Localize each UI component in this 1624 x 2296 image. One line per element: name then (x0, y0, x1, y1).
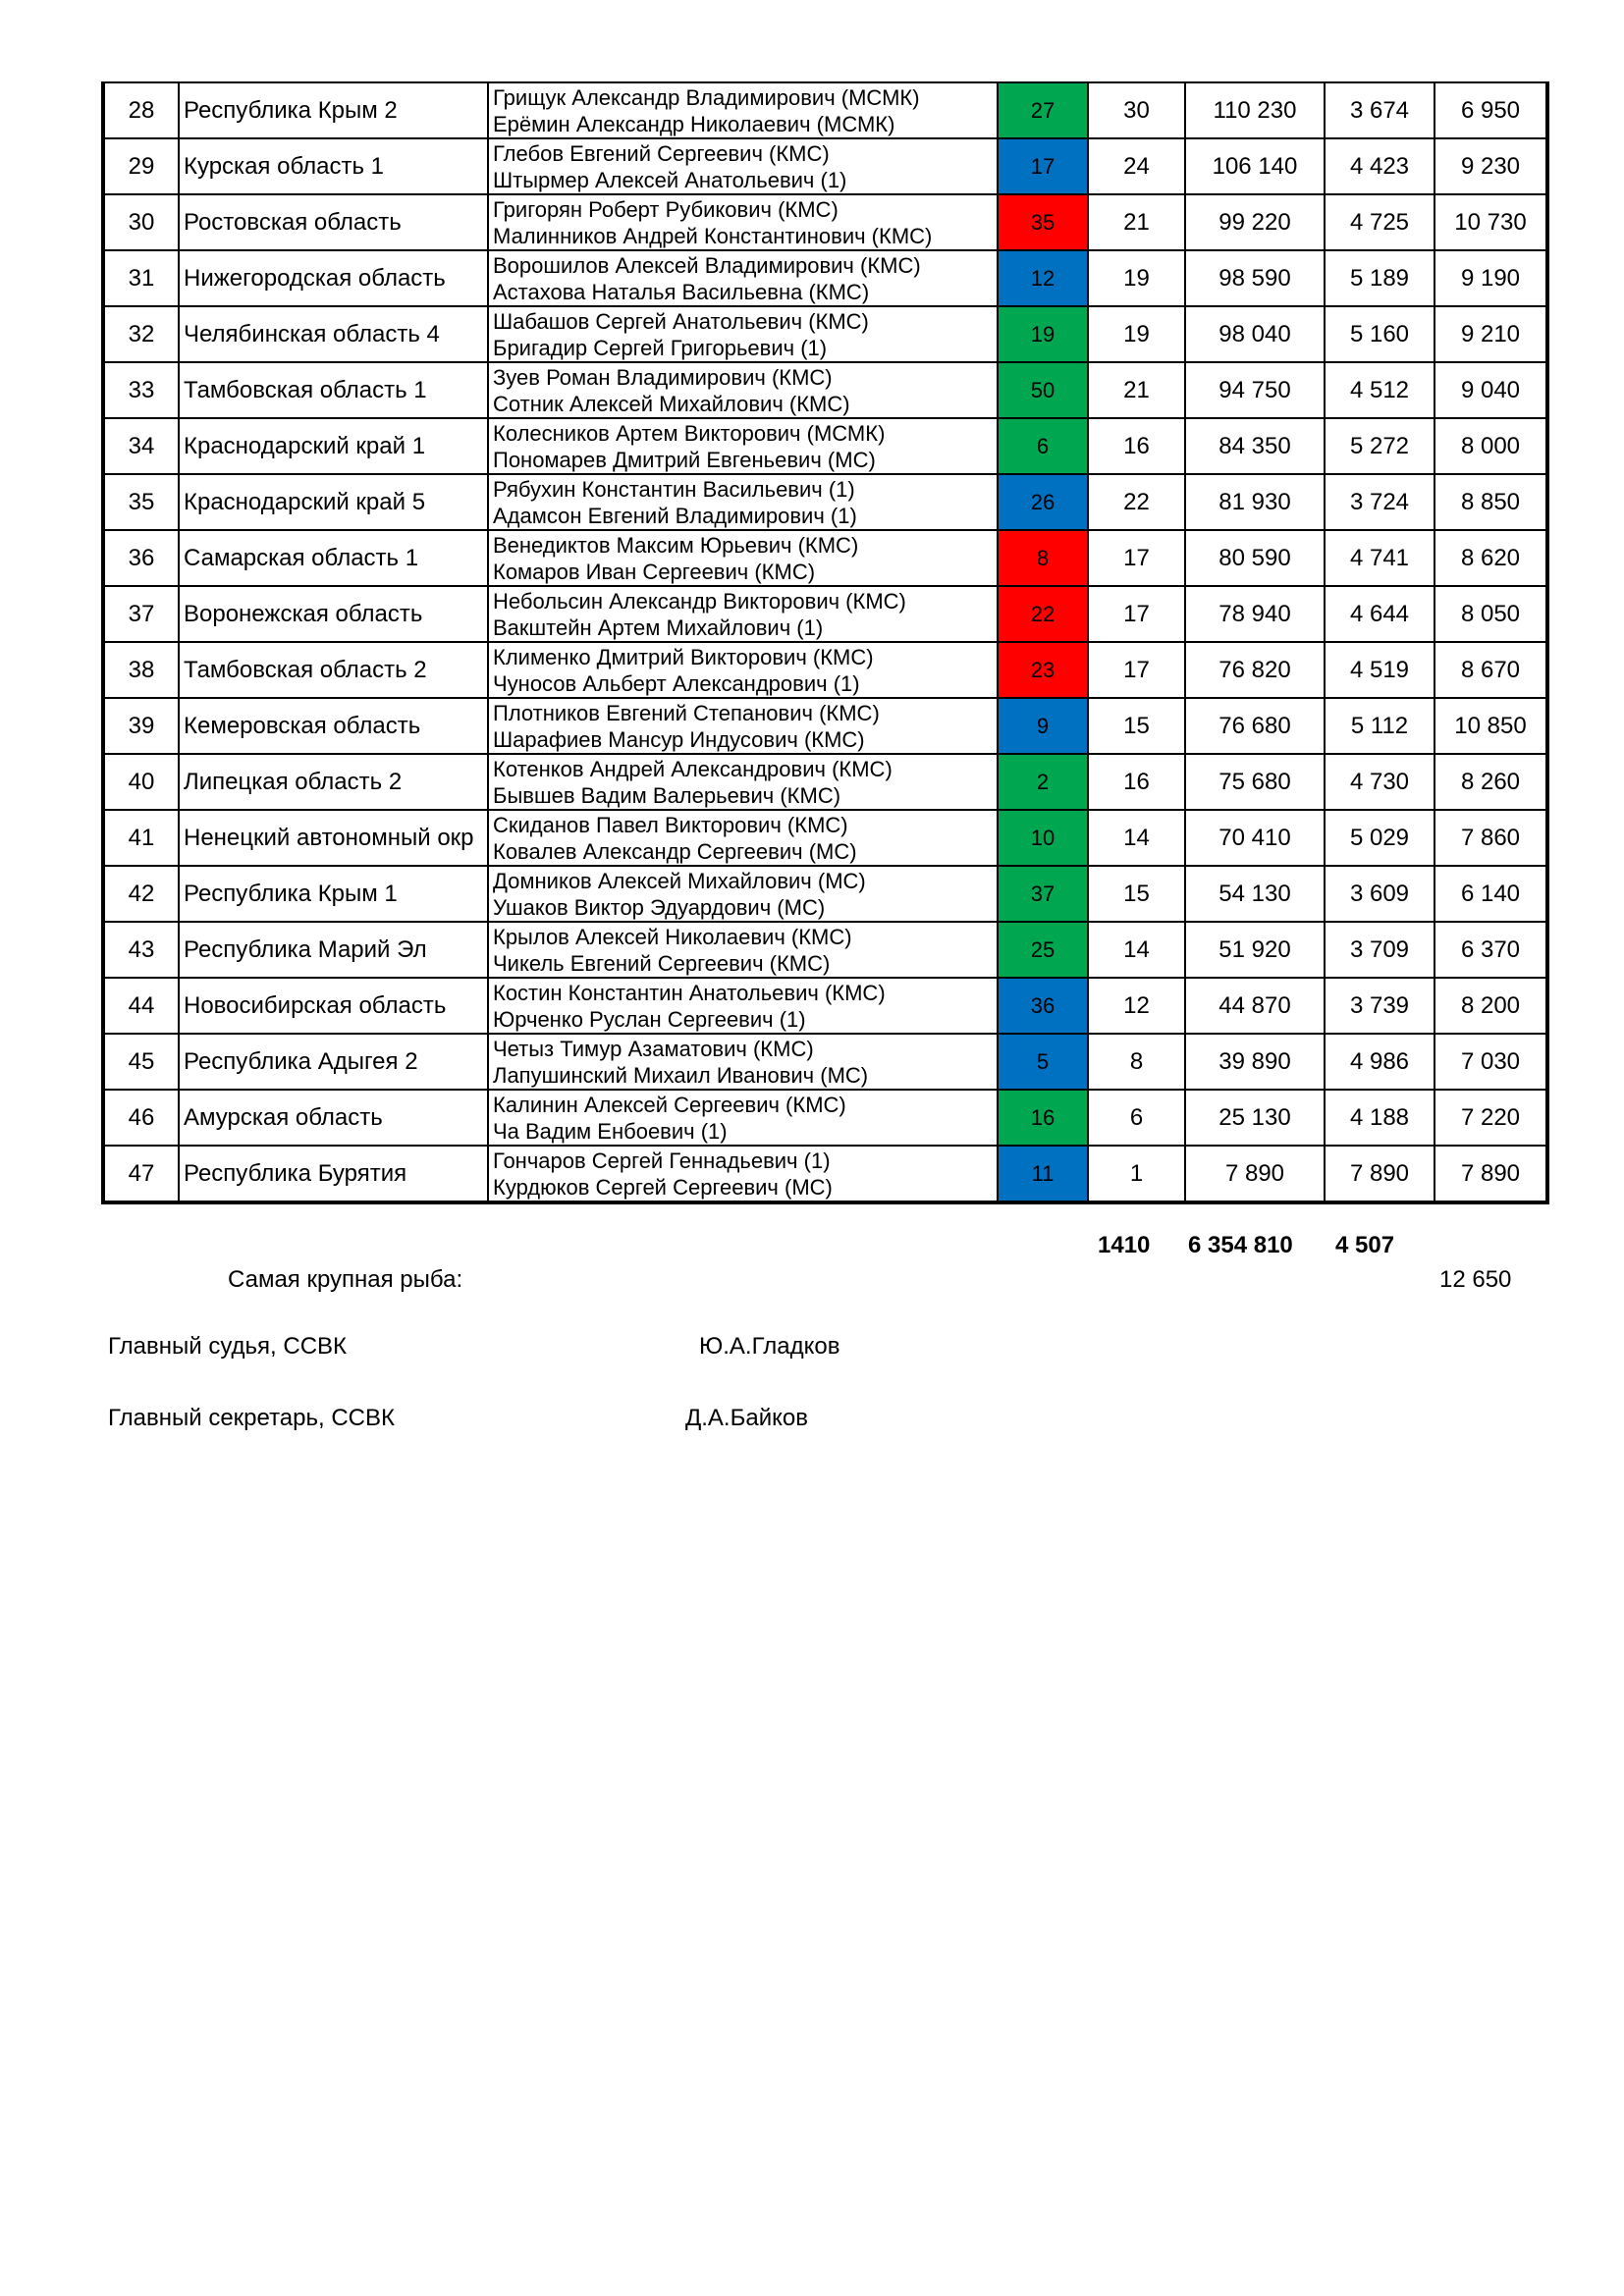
sector-cell: 22 (998, 586, 1088, 642)
fish-count-cell: 16 (1088, 418, 1185, 474)
place-cell: 34 (103, 418, 179, 474)
biggest-fish-cell: 7 030 (1435, 1034, 1547, 1090)
totals-fish: 1410 (1098, 1232, 1151, 1258)
table-row (103, 418, 1547, 474)
total-weight-cell: 81 930 (1185, 474, 1325, 530)
average-weight-cell: 4 519 (1325, 642, 1435, 698)
biggest-fish-cell: 10 730 (1435, 194, 1547, 250)
member-name: Юрченко Руслан Сергеевич (1) (493, 1006, 806, 1032)
members-cell (488, 418, 998, 474)
total-weight-cell: 76 820 (1185, 642, 1325, 698)
fish-count-cell: 19 (1088, 250, 1185, 306)
member-name: Курдюков Сергей Сергеевич (МС) (493, 1174, 833, 1200)
member-name: Калинин Алексей Сергеевич (КМС) (493, 1092, 846, 1117)
place-cell: 42 (103, 866, 179, 922)
average-weight-cell: 4 741 (1325, 530, 1435, 586)
table-row (103, 1034, 1547, 1090)
average-weight-cell: 5 272 (1325, 418, 1435, 474)
biggest-fish-cell: 9 230 (1435, 138, 1547, 194)
table-row (103, 586, 1547, 642)
place-cell: 44 (103, 978, 179, 1034)
member-name: Вакштейн Артем Михайлович (1) (493, 614, 824, 640)
fish-count-cell: 17 (1088, 642, 1185, 698)
total-weight-cell: 51 920 (1185, 922, 1325, 978)
member-name: Крылов Алексей Николаевич (КМС) (493, 924, 852, 949)
team-cell: Республика Адыгея 2 (179, 1034, 488, 1090)
member-name: Григорян Роберт Рубикович (КМС) (493, 196, 839, 222)
totals-weight: 6 354 810 (1188, 1232, 1293, 1258)
total-weight-cell: 84 350 (1185, 418, 1325, 474)
team-cell: Самарская область 1 (179, 530, 488, 586)
sector-cell: 17 (998, 138, 1088, 194)
biggest-fish-cell: 8 000 (1435, 418, 1547, 474)
table-row (103, 250, 1547, 306)
total-weight-cell: 80 590 (1185, 530, 1325, 586)
fish-count-cell: 14 (1088, 922, 1185, 978)
sector-cell: 26 (998, 474, 1088, 530)
table-row (103, 82, 1547, 138)
biggest-fish-cell: 6 370 (1435, 922, 1547, 978)
table-row (103, 978, 1547, 1034)
table-row (103, 474, 1547, 530)
member-name: Ерёмин Александр Николаевич (МСМК) (493, 111, 895, 136)
biggest-fish-cell: 9 210 (1435, 306, 1547, 362)
fish-count-cell: 21 (1088, 194, 1185, 250)
member-name: Венедиктов Максим Юрьевич (КМС) (493, 532, 859, 558)
fish-count-cell: 24 (1088, 138, 1185, 194)
members-cell (488, 1034, 998, 1090)
fish-count-cell: 8 (1088, 1034, 1185, 1090)
table-row (103, 194, 1547, 250)
results-table (101, 81, 1549, 1204)
total-weight-cell: 25 130 (1185, 1090, 1325, 1146)
member-name: Пономарев Дмитрий Евгеньевич (МС) (493, 447, 876, 472)
table-row (103, 138, 1547, 194)
total-weight-cell: 76 680 (1185, 698, 1325, 754)
members-cell (488, 642, 998, 698)
members-cell (488, 586, 998, 642)
member-name: Малинников Андрей Константинович (КМС) (493, 223, 933, 248)
members-cell (488, 138, 998, 194)
member-name: Клименко Дмитрий Викторович (КМС) (493, 644, 874, 669)
total-weight-cell: 94 750 (1185, 362, 1325, 418)
table-row (103, 866, 1547, 922)
biggest-fish-cell: 6 140 (1435, 866, 1547, 922)
average-weight-cell: 5 160 (1325, 306, 1435, 362)
biggest-fish-cell: 8 670 (1435, 642, 1547, 698)
average-weight-cell: 3 724 (1325, 474, 1435, 530)
table-row (103, 306, 1547, 362)
sector-cell: 25 (998, 922, 1088, 978)
members-cell (488, 194, 998, 250)
fish-count-cell: 16 (1088, 754, 1185, 810)
chief-judge-name: Ю.А.Гладков (699, 1333, 840, 1360)
average-weight-cell: 7 890 (1325, 1146, 1435, 1202)
table-row (103, 810, 1547, 866)
place-cell: 33 (103, 362, 179, 418)
fish-count-cell: 6 (1088, 1090, 1185, 1146)
average-weight-cell: 3 609 (1325, 866, 1435, 922)
sector-cell: 6 (998, 418, 1088, 474)
sector-cell: 10 (998, 810, 1088, 866)
total-weight-cell: 99 220 (1185, 194, 1325, 250)
total-weight-cell: 106 140 (1185, 138, 1325, 194)
members-cell (488, 250, 998, 306)
fish-count-cell: 19 (1088, 306, 1185, 362)
total-weight-cell: 70 410 (1185, 810, 1325, 866)
team-cell: Республика Крым 1 (179, 866, 488, 922)
biggest-fish-cell: 6 950 (1435, 82, 1547, 138)
team-cell: Кемеровская область (179, 698, 488, 754)
table-row (103, 922, 1547, 978)
members-cell (488, 810, 998, 866)
average-weight-cell: 4 188 (1325, 1090, 1435, 1146)
sector-cell: 35 (998, 194, 1088, 250)
sector-cell: 27 (998, 82, 1088, 138)
member-name: Зуев Роман Владимирович (КМС) (493, 364, 833, 390)
members-cell (488, 474, 998, 530)
fish-count-cell: 17 (1088, 586, 1185, 642)
member-name: Колесников Артем Викторович (МСМК) (493, 420, 886, 446)
team-cell: Новосибирская область (179, 978, 488, 1034)
average-weight-cell: 3 674 (1325, 82, 1435, 138)
place-cell: 32 (103, 306, 179, 362)
total-weight-cell: 98 590 (1185, 250, 1325, 306)
team-cell: Краснодарский край 1 (179, 418, 488, 474)
place-cell: 35 (103, 474, 179, 530)
totals-avg: 4 507 (1335, 1232, 1395, 1258)
members-cell (488, 922, 998, 978)
fish-count-cell: 22 (1088, 474, 1185, 530)
team-cell: Краснодарский край 5 (179, 474, 488, 530)
sector-cell: 11 (998, 1146, 1088, 1202)
average-weight-cell: 4 644 (1325, 586, 1435, 642)
table-row (103, 642, 1547, 698)
member-name: Штырмер Алексей Анатольевич (1) (493, 167, 847, 192)
average-weight-cell: 5 189 (1325, 250, 1435, 306)
place-cell: 29 (103, 138, 179, 194)
average-weight-cell: 5 029 (1325, 810, 1435, 866)
chief-judge-title: Главный судья, ССВК (108, 1333, 348, 1360)
biggest-fish-value: 12 650 (1439, 1266, 1512, 1293)
sector-cell: 8 (998, 530, 1088, 586)
team-cell: Челябинская область 4 (179, 306, 488, 362)
member-name: Чуносов Альберт Александрович (1) (493, 670, 860, 696)
biggest-fish-cell: 9 190 (1435, 250, 1547, 306)
member-name: Грищук Александр Владимирович (МСМК) (493, 84, 920, 110)
sector-cell: 37 (998, 866, 1088, 922)
fish-count-cell: 17 (1088, 530, 1185, 586)
biggest-fish-label: Самая крупная рыба: (228, 1266, 463, 1293)
member-name: Чикель Евгений Сергеевич (КМС) (493, 950, 831, 976)
average-weight-cell: 4 423 (1325, 138, 1435, 194)
average-weight-cell: 4 730 (1325, 754, 1435, 810)
total-weight-cell: 98 040 (1185, 306, 1325, 362)
table-row (103, 362, 1547, 418)
total-weight-cell: 44 870 (1185, 978, 1325, 1034)
member-name: Четыз Тимур Азаматович (КМС) (493, 1036, 814, 1061)
biggest-fish-cell: 8 850 (1435, 474, 1547, 530)
member-name: Плотников Евгений Степанович (КМС) (493, 700, 880, 725)
sector-cell: 16 (998, 1090, 1088, 1146)
table-row (103, 698, 1547, 754)
member-name: Рябухин Константин Васильевич (1) (493, 476, 855, 502)
fish-count-cell: 30 (1088, 82, 1185, 138)
member-name: Ковалев Александр Сергеевич (МС) (493, 838, 857, 864)
place-cell: 47 (103, 1146, 179, 1202)
place-cell: 41 (103, 810, 179, 866)
fish-count-cell: 1 (1088, 1146, 1185, 1202)
place-cell: 37 (103, 586, 179, 642)
member-name: Небольсин Александр Викторович (КМС) (493, 588, 906, 614)
sector-cell: 9 (998, 698, 1088, 754)
place-cell: 28 (103, 82, 179, 138)
average-weight-cell: 3 709 (1325, 922, 1435, 978)
member-name: Костин Константин Анатольевич (КМС) (493, 980, 886, 1005)
members-cell (488, 1090, 998, 1146)
place-cell: 31 (103, 250, 179, 306)
average-weight-cell: 4 725 (1325, 194, 1435, 250)
team-cell: Республика Марий Эл (179, 922, 488, 978)
member-name: Гончаров Сергей Геннадьевич (1) (493, 1148, 831, 1173)
member-name: Сотник Алексей Михайлович (КМС) (493, 391, 850, 416)
member-name: Ушаков Виктор Эдуардович (МС) (493, 894, 826, 920)
members-cell (488, 866, 998, 922)
biggest-fish-cell: 8 260 (1435, 754, 1547, 810)
team-cell: Нижегородская область (179, 250, 488, 306)
member-name: Адамсон Евгений Владимирович (1) (493, 503, 857, 528)
member-name: Глебов Евгений Сергеевич (КМС) (493, 140, 830, 166)
table-row (103, 1146, 1547, 1202)
table-row (103, 754, 1547, 810)
biggest-fish-cell: 7 220 (1435, 1090, 1547, 1146)
sector-cell: 36 (998, 978, 1088, 1034)
team-cell: Липецкая область 2 (179, 754, 488, 810)
place-cell: 38 (103, 642, 179, 698)
team-cell: Курская область 1 (179, 138, 488, 194)
team-cell: Республика Бурятия (179, 1146, 488, 1202)
member-name: Комаров Иван Сергеевич (КМС) (493, 559, 816, 584)
biggest-fish-cell: 9 040 (1435, 362, 1547, 418)
fish-count-cell: 12 (1088, 978, 1185, 1034)
member-name: Шарафиев Мансур Индусович (КМС) (493, 726, 865, 752)
biggest-fish-cell: 7 860 (1435, 810, 1547, 866)
average-weight-cell: 3 739 (1325, 978, 1435, 1034)
team-cell: Воронежская область (179, 586, 488, 642)
biggest-fish-cell: 8 050 (1435, 586, 1547, 642)
place-cell: 39 (103, 698, 179, 754)
member-name: Лапушинский Михаил Иванович (МС) (493, 1062, 869, 1088)
member-name: Бригадир Сергей Григорьевич (1) (493, 335, 828, 360)
sector-cell: 5 (998, 1034, 1088, 1090)
biggest-fish-cell: 8 620 (1435, 530, 1547, 586)
average-weight-cell: 5 112 (1325, 698, 1435, 754)
average-weight-cell: 4 512 (1325, 362, 1435, 418)
team-cell: Тамбовская область 1 (179, 362, 488, 418)
place-cell: 43 (103, 922, 179, 978)
members-cell (488, 362, 998, 418)
team-cell: Тамбовская область 2 (179, 642, 488, 698)
fish-count-cell: 15 (1088, 698, 1185, 754)
biggest-fish-cell: 10 850 (1435, 698, 1547, 754)
sector-cell: 12 (998, 250, 1088, 306)
member-name: Скиданов Павел Викторович (КМС) (493, 812, 848, 837)
total-weight-cell: 7 890 (1185, 1146, 1325, 1202)
fish-count-cell: 15 (1088, 866, 1185, 922)
sector-cell: 23 (998, 642, 1088, 698)
team-cell: Ненецкий автономный окр (179, 810, 488, 866)
place-cell: 40 (103, 754, 179, 810)
place-cell: 30 (103, 194, 179, 250)
team-cell: Республика Крым 2 (179, 82, 488, 138)
member-name: Котенков Андрей Александрович (КМС) (493, 756, 893, 781)
members-cell (488, 306, 998, 362)
total-weight-cell: 110 230 (1185, 82, 1325, 138)
member-name: Астахова Наталья Васильевна (КМС) (493, 279, 870, 304)
table-row (103, 530, 1547, 586)
members-cell (488, 530, 998, 586)
members-cell (488, 978, 998, 1034)
place-cell: 46 (103, 1090, 179, 1146)
place-cell: 45 (103, 1034, 179, 1090)
members-cell (488, 698, 998, 754)
fish-count-cell: 14 (1088, 810, 1185, 866)
member-name: Ворошилов Алексей Владимирович (КМС) (493, 252, 921, 278)
sector-cell: 50 (998, 362, 1088, 418)
member-name: Ча Вадим Енбоевич (1) (493, 1118, 728, 1144)
team-cell: Амурская область (179, 1090, 488, 1146)
member-name: Бывшев Вадим Валерьевич (КМС) (493, 782, 841, 808)
results-table-body (103, 82, 1547, 1202)
total-weight-cell: 39 890 (1185, 1034, 1325, 1090)
sector-cell: 19 (998, 306, 1088, 362)
chief-secretary-name: Д.А.Байков (685, 1405, 808, 1431)
table-row (103, 1090, 1547, 1146)
team-cell: Ростовская область (179, 194, 488, 250)
biggest-fish-cell: 7 890 (1435, 1146, 1547, 1202)
total-weight-cell: 78 940 (1185, 586, 1325, 642)
member-name: Шабашов Сергей Анатольевич (КМС) (493, 308, 869, 334)
members-cell (488, 1146, 998, 1202)
biggest-fish-cell: 8 200 (1435, 978, 1547, 1034)
total-weight-cell: 75 680 (1185, 754, 1325, 810)
member-name: Домников Алексей Михайлович (МС) (493, 868, 866, 893)
members-cell (488, 754, 998, 810)
members-cell (488, 82, 998, 138)
chief-secretary-title: Главный секретарь, ССВК (108, 1405, 395, 1431)
sector-cell: 2 (998, 754, 1088, 810)
total-weight-cell: 54 130 (1185, 866, 1325, 922)
place-cell: 36 (103, 530, 179, 586)
average-weight-cell: 4 986 (1325, 1034, 1435, 1090)
fish-count-cell: 21 (1088, 362, 1185, 418)
